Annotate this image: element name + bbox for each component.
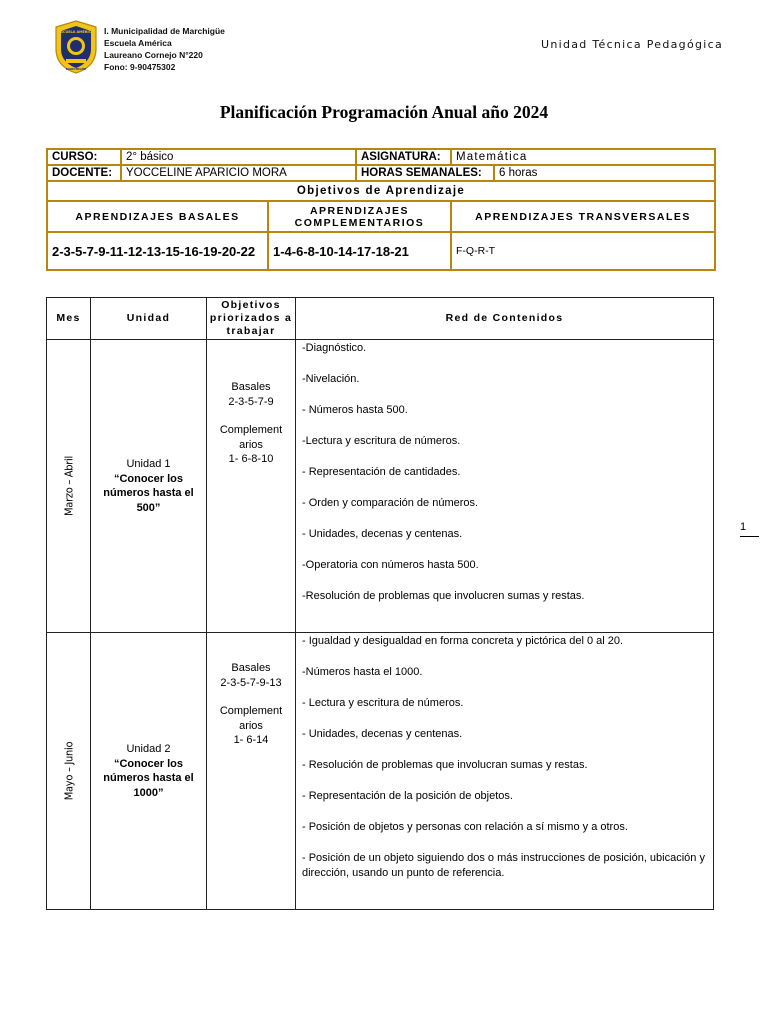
content-item: -Lectura y escritura de números. [302, 435, 461, 447]
transversales-codes: F-Q-R-T [451, 232, 715, 270]
header-unidad: Unidad [91, 298, 207, 340]
basales-codes: 2-3-5-7-9-13 [220, 676, 282, 689]
unit-cell [91, 340, 207, 633]
header-objetivos: Objetivos priorizados a trabajar [207, 298, 296, 340]
docente-value: YOCCELINE APARICIO MORA [121, 165, 356, 181]
content-item: -Resolución de problemas que involucren sumas y restas. [302, 590, 585, 602]
content-item: - Orden y comparación de números. [302, 497, 479, 509]
logo-text-top: ESCUELA AMÉRICA [58, 30, 94, 34]
header-mes: Mes [47, 298, 91, 340]
month-label: Mayo – Junio [62, 741, 75, 801]
contents-cell [296, 340, 714, 633]
content-item: - Resolución de problemas que involucran sumas y restas. [302, 759, 588, 771]
content-item: -Nivelación. [302, 373, 360, 385]
complementarios-codes: 1- 6-8-10 [228, 453, 274, 465]
basales-codes: 2-3-5-7-9-11-12-13-15-16-19-20-22 [47, 232, 268, 270]
basales-header: APRENDIZAJES BASALES [47, 201, 268, 232]
content-item: -Operatoria con números hasta 500. [302, 559, 479, 571]
school-crest-icon [52, 19, 100, 75]
header-red-contenidos: Red de Contenidos [296, 298, 714, 340]
department-label: Unidad Técnica Pedagógica [540, 38, 723, 51]
unit-name: “Conocer los números hasta el 1000” [103, 757, 194, 799]
complementarios-label: Complement arios [219, 424, 283, 451]
page-title: Planificación Programación Anual año 2024 [219, 102, 549, 122]
complementarios-codes: 1- 6-14 [233, 734, 269, 746]
curso-value: 2° básico [121, 149, 356, 165]
transversales-header: APRENDIZAJES TRANSVERSALES [451, 201, 715, 232]
page-number: 1 [740, 521, 747, 533]
unit-label: Unidad 2 [126, 743, 171, 755]
month-cell [47, 340, 91, 633]
complementarios-header: APRENDIZAJES COMPLEMENTARIOS [268, 201, 451, 232]
school-line: Fono: 9-90475302 [104, 62, 176, 72]
content-item: - Unidades, decenas y centenas. [302, 728, 463, 740]
content-item: - Posición de un objeto siguiendo dos o más instrucciones de posición, ubicación y dirección, usando un punto de referencia. [302, 852, 705, 879]
basales-codes: 2-3-5-7-9 [228, 395, 274, 408]
content-item: -Diagnóstico. [302, 342, 367, 354]
table-row [47, 633, 714, 910]
asignatura-label: ASIGNATURA: [356, 149, 451, 165]
logo-text-bottom: MARCHIGÜE [65, 67, 87, 71]
month-label: Marzo – Abril [62, 456, 75, 516]
objectives-cell [207, 340, 296, 633]
school-line: Escuela América [104, 38, 172, 48]
school-line: Laureano Cornejo N°220 [104, 50, 203, 60]
month-cell [47, 633, 91, 910]
course-info-table [46, 148, 716, 271]
complementarios-codes: 1-4-6-8-10-14-17-18-21 [268, 232, 451, 270]
page-number-rule [740, 536, 759, 537]
content-item: - Unidades, decenas y centenas. [302, 528, 463, 540]
school-logo [52, 19, 100, 75]
asignatura-value: Matemática [451, 149, 715, 165]
planning-table [46, 297, 714, 910]
planning-header-row [47, 298, 714, 340]
school-info [104, 25, 225, 73]
unit-cell [91, 633, 207, 910]
basales-label: Basales [231, 381, 271, 393]
contents-cell [296, 633, 714, 910]
basales-label: Basales [231, 662, 271, 674]
horas-value: 6 horas [494, 165, 715, 181]
docente-label: DOCENTE: [47, 165, 121, 181]
horas-label: HORAS SEMANALES: [356, 165, 494, 181]
content-item: -Números hasta el 1000. [302, 666, 423, 678]
content-item: - Números hasta 500. [302, 404, 408, 416]
table-row [47, 340, 714, 633]
content-item: - Igualdad y desigualdad en forma concreta y pictórica del 0 al 20. [302, 635, 624, 647]
objectives-cell [207, 633, 296, 910]
complementarios-label: Complement arios [219, 705, 283, 732]
content-item: - Representación de la posición de objetos. [302, 790, 513, 802]
content-item: - Representación de cantidades. [302, 466, 461, 478]
school-line: I. Municipalidad de Marchigüe [104, 26, 225, 36]
objetivos-header: Objetivos de Aprendizaje [47, 181, 715, 201]
content-item: - Lectura y escritura de números. [302, 697, 464, 709]
unit-name: “Conocer los números hasta el 500” [103, 472, 194, 514]
curso-label: CURSO: [47, 149, 121, 165]
content-item: - Posición de objetos y personas con relación a sí mismo y a otros. [302, 821, 628, 833]
unit-label: Unidad 1 [126, 458, 171, 470]
